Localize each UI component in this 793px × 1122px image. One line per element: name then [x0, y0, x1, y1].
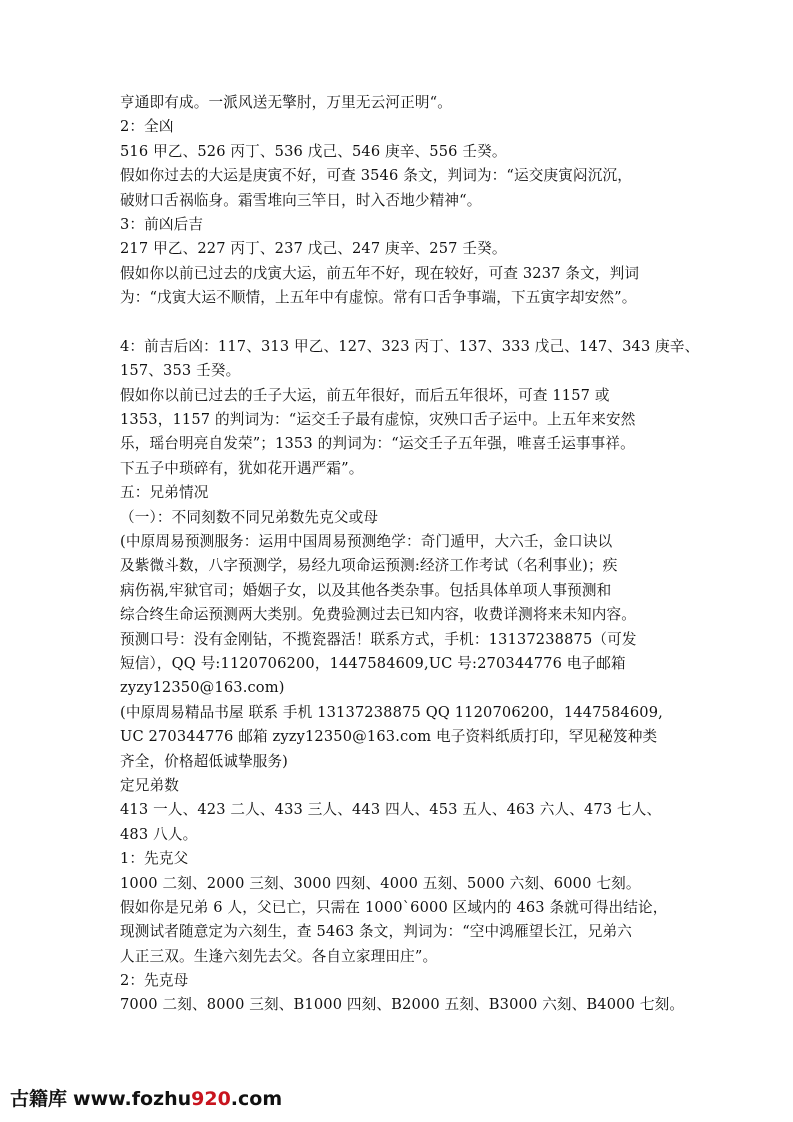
- text-line: 假如你以前已过去的壬子大运，前五年很好，而后五年很坏，可查 1157 或: [120, 386, 610, 404]
- text-line: 假如你以前已过去的戊寅大运，前五年不好，现在较好，可查 3237 条文，判词: [120, 264, 640, 282]
- text-line: （一）：不同刻数不同兄弟数先克父或母: [120, 508, 379, 526]
- text-line: 1353，1157 的判词为：“运交壬子最有虚惊，灾殃口舌子运中。上五年来安然: [120, 411, 636, 429]
- text-line: UC 270344776 邮箱 zyzy12350@163.com 电子资料纸质打印，罕见秘笈种类: [120, 728, 658, 746]
- text-line: 乐，瑶台明亮自发荣”；1353 的判词为：“运交壬子五年强，唯喜壬运事事祥。: [120, 435, 635, 453]
- text-line: 定兄弟数: [120, 776, 179, 794]
- text-line: 4：前吉后凶：117、313 甲乙、127、323 丙丁、137、333 戊己、147、343 庚辛、: [120, 337, 700, 355]
- text-line: 1：先克父: [120, 850, 189, 868]
- text-line: 下五子中琐碎有，犹如花开遇严霜”。: [120, 459, 364, 477]
- text-line: 破财口舌祸临身。霜雪堆向三竿日，时入否地少精神“。: [120, 191, 482, 209]
- blank-line: [120, 311, 680, 335]
- site-watermark: [10, 1084, 282, 1114]
- text-line: 217 甲乙、227 丙丁、237 戊己、247 庚辛、257 壬癸。: [120, 240, 507, 258]
- text-line: 现测试者随意定为六刻生，查 5463 条文，判词为：“空中鸿雁望长江，兄弟六: [120, 923, 632, 941]
- text-line: 病伤祸,牢狱官司；婚姻子女，以及其他各类杂事。包括具体单项人事预测和: [120, 581, 612, 599]
- text-line: 综合终生命运预测两大类别。免费验测过去已知内容，收费详测将来未知内容。: [120, 606, 637, 624]
- document-body: [120, 91, 700, 1018]
- text-line: 齐全，价格超低诚挚服务): [120, 752, 289, 770]
- text-line: 413 一人、423 二人、433 三人、443 四人、453 五人、463 六人、473 七人、: [120, 801, 662, 819]
- text-line: zyzy12350@163.com): [120, 679, 285, 697]
- text-line: 预测口号：没有金刚钻，不揽瓷器活！联系方式，手机：13137238875（可发: [120, 630, 637, 648]
- text-line: (中原周易精品书屋 联系 手机 13137238875 QQ 1120706200，1447584609,: [120, 703, 663, 721]
- text-line: 假如你是兄弟 6 人，父已亡，只需在 1000`6000 区域内的 463 条就可得出结论，: [120, 898, 668, 916]
- text-line: 假如你过去的大运是庚寅不好，可查 3546 条文，判词为：“运交庚寅闷沉沉，: [120, 167, 632, 185]
- text-line: 短信），QQ 号:1120706200，1447584609,UC 号:270344776 电子邮箱: [120, 654, 626, 672]
- watermark-tld: .com: [230, 1088, 283, 1110]
- text-line: 7000 二刻、8000 三刻、B1000 四刻、B2000 五刻、B3000 六刻、B4000 七刻。: [120, 996, 685, 1014]
- text-line: 483 八人。: [120, 825, 198, 843]
- watermark-brand: 古籍库: [10, 1088, 68, 1110]
- text-line: 157、353 壬癸。: [120, 362, 241, 380]
- watermark-www: www.: [73, 1088, 132, 1110]
- text-line: 人正三双。生逢六刻先去父。各自立家理田庄”。: [120, 947, 438, 965]
- text-line: (中原周易预测服务：运用中国周易预测绝学：奇门遁甲，大六壬，金口诀以: [120, 533, 613, 551]
- text-line: 2：先克母: [120, 972, 189, 990]
- watermark-domain-name: fozhu: [131, 1088, 192, 1110]
- text-line: 3：前凶后吉: [120, 215, 204, 233]
- text-line: 及紫微斗数，八字预测学，易经九项命运预测:经济工作考试（名利事业)；疾: [120, 557, 618, 575]
- text-line: 亨通即有成。一派风送无擎肘，万里无云河正明“。: [120, 94, 452, 111]
- text-line: 2：全凶: [120, 118, 174, 136]
- text-line: 五：兄弟情况: [120, 484, 209, 502]
- text-line: 516 甲乙、526 丙丁、536 戊己、546 庚辛、556 壬癸。: [120, 142, 507, 160]
- watermark-digits: 920: [191, 1088, 231, 1110]
- text-line: 1000 二刻、2000 三刻、3000 四刻、4000 五刻、5000 六刻、6000 七刻。: [120, 874, 641, 892]
- text-line: 为：“戊寅大运不顺情，上五年中有虚惊。常有口舌争事端，下五寅字却安然”。: [120, 289, 637, 307]
